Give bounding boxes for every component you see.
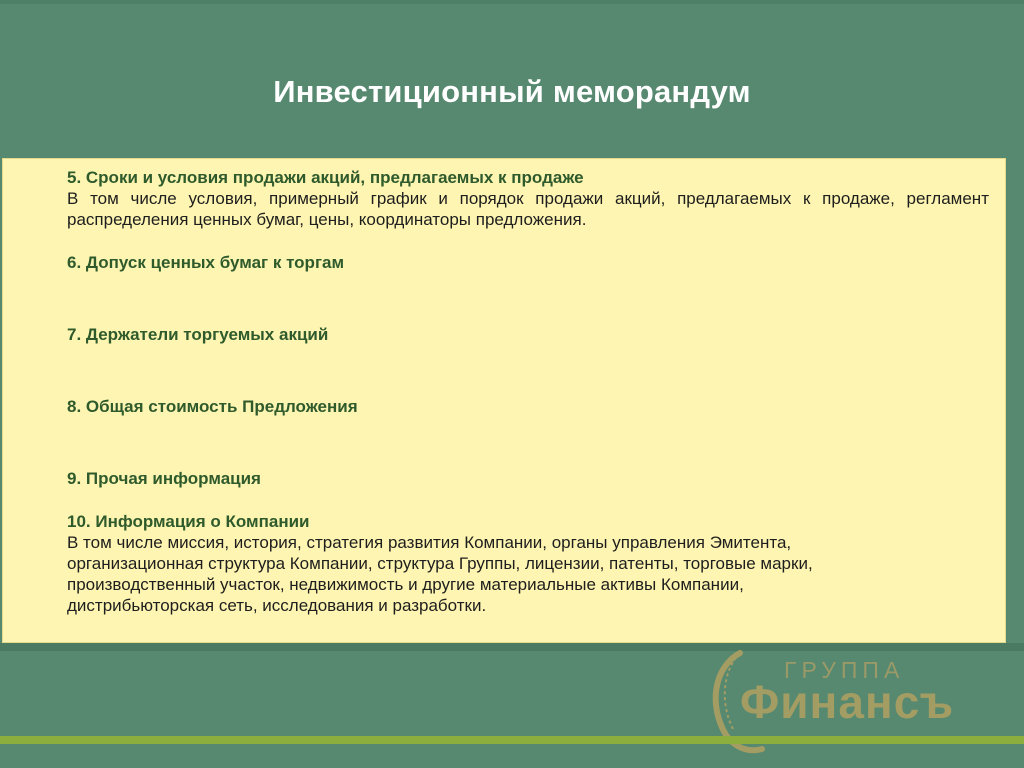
content-box xyxy=(2,158,1006,643)
section-5 xyxy=(67,167,989,230)
section-9-heading: 9. Прочая информация xyxy=(67,469,261,488)
section-10-body-line: производственный участок, недвижимость и другие материальные активы Компании, xyxy=(67,575,744,594)
top-rule xyxy=(0,0,1024,4)
section-5-heading: 5. Сроки и условия продажи акций, предлагаемых к продаже xyxy=(67,168,584,187)
section-9 xyxy=(67,468,989,489)
section-10-heading: 10. Информация о Компании xyxy=(67,512,310,531)
section-6-heading: 6. Допуск ценных бумаг к торгам xyxy=(67,253,345,272)
logo-finance-label: Финансъ xyxy=(740,676,955,728)
section-6 xyxy=(67,252,989,273)
section-10-body-line: дистрибьюторская сеть, исследования и разработки. xyxy=(67,596,487,615)
section-8-heading: 8. Общая стоимость Предложения xyxy=(67,397,358,416)
slide-title: Инвестиционный меморандум xyxy=(273,74,751,109)
section-5-body: В том числе условия, примерный график и порядок продажи акций, предлагаемых к продаже, регламент распределения ценных бумаг, цены, координаторы предложения. xyxy=(67,189,989,229)
section-7 xyxy=(67,324,989,345)
section-10 xyxy=(67,511,989,616)
section-8 xyxy=(67,396,989,417)
logo-group-label: ГРУППА xyxy=(784,657,905,683)
bottom-accent-stripe xyxy=(0,736,1024,744)
section-10-body-line: организационная структура Компании, структура Группы, лицензии, патенты, торговые марки, xyxy=(67,554,813,573)
section-7-heading: 7. Держатели торгуемых акций xyxy=(67,325,329,344)
section-10-body-line: В том числе миссия, история, стратегия развития Компании, органы управления Эмитента, xyxy=(67,533,792,552)
